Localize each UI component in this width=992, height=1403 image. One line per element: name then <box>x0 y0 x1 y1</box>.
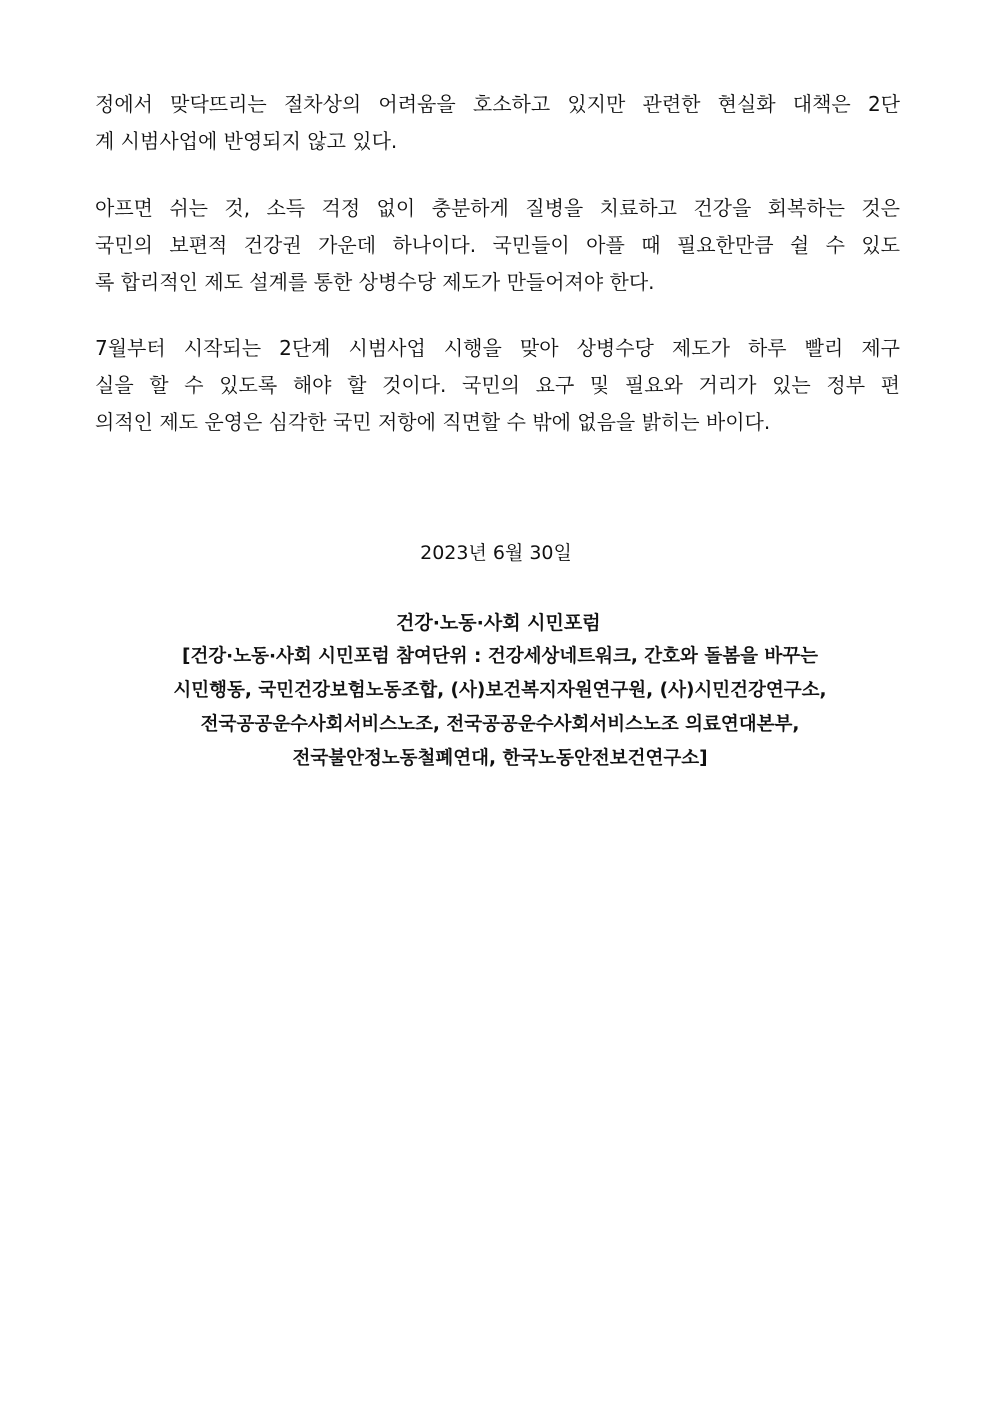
member-line: 시민행동, 국민건강보험노동조합, (사)보건복지자원연구원, (사)시민건강연구소, <box>173 680 827 701</box>
paragraph-line: 국민의 보편적 건강권 가운데 하나이다. 국민들이 아플 때 필요한만큼 쉴 수 있도 <box>95 233 900 257</box>
statement-date: 2023년 6월 30일 <box>420 542 572 564</box>
paragraph-3 <box>95 330 900 441</box>
paragraph-line: 7월부터 시작되는 2단계 시범사업 시행을 맞아 상병수당 제도가 하루 빨리 제구 <box>95 336 900 360</box>
paragraph-2 <box>95 190 900 301</box>
member-line: [건강·노동·사회 시민포럼 참여단위 : 건강세상네트워크, 간호와 돌봄을 바꾸는 <box>181 646 819 667</box>
paragraph-line: 계 시범사업에 반영되지 않고 있다. <box>95 129 398 153</box>
paragraph-line: 정에서 맞닥뜨리는 절차상의 어려움을 호소하고 있지만 관련한 현실화 대책은 2단 <box>95 92 900 116</box>
forum-name: 건강·노동·사회 시민포럼 <box>396 612 601 634</box>
paragraph-line: 록 합리적인 제도 설계를 통한 상병수당 제도가 만들어져야 한다. <box>95 270 655 294</box>
member-line: 전국공공운수사회서비스노조, 전국공공운수사회서비스노조 의료연대본부, <box>200 714 800 735</box>
paragraph-line: 실을 할 수 있도록 해야 할 것이다. 국민의 요구 및 필요와 거리가 있는 정부 편 <box>95 373 900 397</box>
paragraph-1 <box>95 86 900 160</box>
member-organizations <box>0 640 992 776</box>
paragraph-line: 의적인 제도 운영은 심각한 국민 저항에 직면할 수 밖에 없음을 밝히는 바이다. <box>95 410 771 434</box>
paragraph-line: 아프면 쉬는 것, 소득 걱정 없이 충분하게 질병을 치료하고 건강을 회복하는 것은 <box>95 196 900 220</box>
member-line: 전국불안정노동철폐연대, 한국노동안전보건연구소] <box>292 748 708 769</box>
